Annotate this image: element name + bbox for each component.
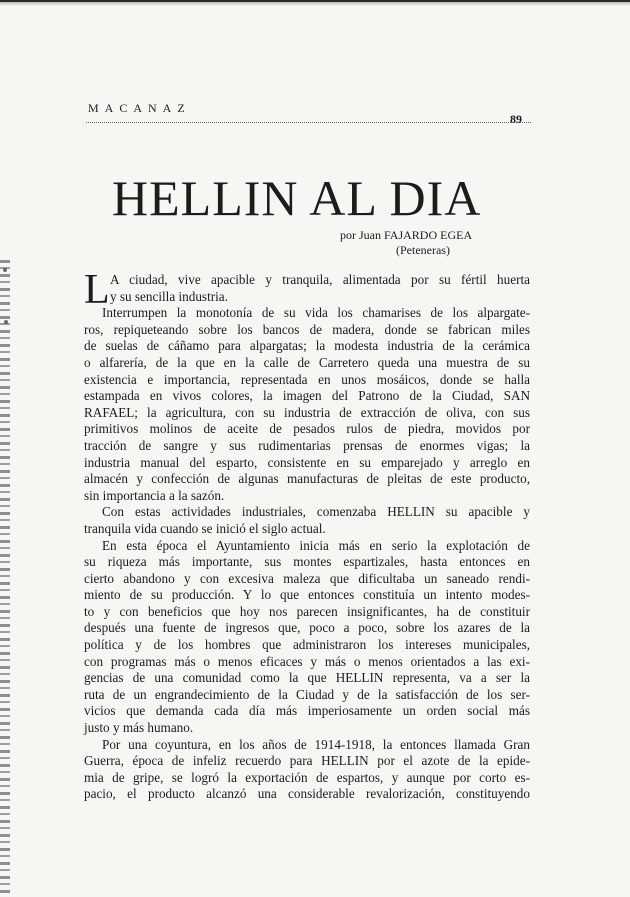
scan-speck — [4, 320, 8, 324]
body-line: miento de su producción. Y lo que entonces constituía un intento modes- — [84, 587, 530, 603]
body-line: RAFAEL; la agricultura, con su industria de extracción de oliva, con sus — [84, 404, 530, 420]
body-line: Con estas actividades industriales, comenzaba HELLIN su apacible y — [102, 504, 530, 520]
article-body — [84, 267, 530, 803]
body-line: y su sencilla industria. — [110, 288, 228, 304]
body-line: A ciudad, vive apacible y tranquila, alimentada por su fértil huerta — [110, 272, 530, 287]
body-line: gencias de una comunidad como la que HELLIN representa, va a ser la — [84, 670, 530, 686]
body-line: ruta de un engrandecimiento de la Ciudad y de la satisfacción de los ser- — [84, 686, 530, 702]
page-number: 89 — [510, 112, 522, 126]
body-line: almacén y confección de algunas manufacturas de pleitas de este producto, — [84, 471, 530, 487]
running-head: MACANAZ — [88, 101, 191, 115]
body-line: o alfarería, de la que en la calle de Carretero queda una muestra de su — [84, 354, 530, 370]
body-line: industria manual del esparto, consistente en su emparejado y arreglo en — [84, 454, 530, 470]
page-top-edge — [0, 0, 630, 6]
scan-speck — [3, 268, 7, 272]
body-line: de suelas de cáñamo para alpargatas; la modesta industria de la cerámica — [84, 338, 530, 354]
body-line: Guerra, época de infeliz recuerdo para HELLIN por el azote de la epide- — [84, 753, 530, 769]
drop-cap: L — [84, 267, 110, 313]
body-line: tranquila vida cuando se inició el siglo actual. — [84, 520, 326, 536]
body-line: ros, repiqueteando sobre los bancos de madera, donde se fabrican miles — [84, 321, 530, 337]
body-line: justo y más humano. — [84, 720, 194, 736]
body-line: mia de gripe, se logró la exportación de espartos, y aunque por corto es- — [84, 769, 530, 785]
body-line: estampada en vivos colores, la imagen del Patrono de la Ciudad, SAN — [84, 388, 530, 404]
body-line: En esta época el Ayuntamiento inicia más en serio la explotación de — [102, 537, 530, 553]
body-line: con programas más o menos eficaces y más o menos orientados a las exi- — [84, 653, 530, 669]
body-line: Interrumpen la monotonía de su vida los chamarises de los alpargate- — [102, 305, 530, 321]
header-rule — [86, 122, 531, 123]
body-line: existencia e importancia, representada en unos mosáicos, donde se halla — [84, 371, 530, 387]
article-byline: por Juan FAJARDO EGEA — [340, 228, 473, 242]
body-line: sin importancia a la sazón. — [84, 487, 225, 503]
body-line: después una fuente de ingresos que, poco a poco, sobre los azares de la — [84, 620, 530, 636]
body-line: su riqueza más importante, sus montes espartizales, hasta entonces en — [84, 554, 530, 570]
scan-binding-edge — [0, 260, 10, 897]
body-line: to y con beneficios que hoy nos parecen insignificantes, ha de constituir — [84, 603, 530, 619]
body-line: primitivos molinos de aceite de pesados rulos de piedra, movidos por — [84, 421, 530, 437]
article-title: HELLIN AL DIA — [112, 170, 482, 226]
body-line: política y de los hombres que administraron los intereses municipales, — [84, 637, 530, 653]
body-line: Por una coyuntura, en los años de 1914-1918, la entonces llamada Gran — [102, 736, 530, 752]
body-line: pacio, el producto alcanzó una considerable revalorización, constituyendo — [84, 786, 530, 802]
author-pseudonym: (Peteneras) — [396, 243, 450, 257]
body-line: vicios que demanda cada día más imperiosamente un orden social más — [84, 703, 530, 719]
body-line: cierto abandono y con excesiva maleza que dificultaba un saneado rendi- — [84, 570, 530, 586]
body-line: tracción de sangre y sus rudimentarias prensas de enormes vigas; la — [84, 437, 530, 453]
